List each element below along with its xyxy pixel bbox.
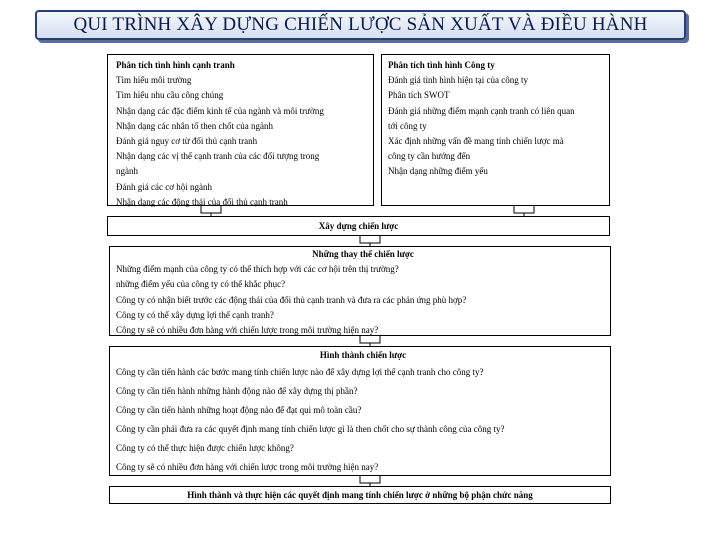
arrow-down-icon [199,206,223,216]
arrow-down-icon [358,236,382,246]
alternatives-line: những điểm yếu của công ty có thể khắc phục? [116,279,286,290]
industry-line: Tìm hiểu nhu cầu công chúng [116,90,224,101]
page-title: QUI TRÌNH XÂY DỰNG CHIẾN LƯỢC SẢN XUẤT VÀ ĐIỀU HÀNH [73,14,648,35]
industry-line: Nhận dạng các nhân tố then chốt của ngành [116,120,273,131]
company-analysis-heading: Phân tích tình hình Công ty [388,60,495,70]
industry-line: Nhận dạng các vị thế cạnh tranh của các đối tượng trong [116,151,320,162]
alternatives-line: Công ty có thể xây dựng lợi thế cạnh tranh? [116,309,274,320]
formation-heading: Hình thành chiến lược [319,350,407,360]
industry-analysis-heading: Phân tích tình hình cạnh tranh [116,60,235,70]
formation-line: Công ty có thể thực hiện được chiến lược không? [116,443,294,453]
industry-line: Đánh giá nguy cơ từ đối thủ cạnh tranh [116,136,258,147]
formation-line: Công ty cần tiến hành những hành động nào để xây dựng thị phần? [116,386,358,396]
arrow-down-icon [358,336,382,346]
strategy-formation-box [109,346,611,476]
company-line: Xác định những vấn đề mang tính chiến lược mà [388,136,564,147]
alternatives-line: Công ty có nhận biết trước các động thái của đối thủ cạnh tranh và đưa ra các phản ứng phù hợp? [116,294,467,305]
title-bar [35,10,686,40]
formation-line: Công ty cần tiến hành những hoạt động nào để đạt qui mô toàn cầu? [116,405,362,415]
arrow-down-icon [512,206,536,216]
industry-line: Nhận dạng các động thái của đối thủ cạnh tranh [116,196,288,207]
company-analysis-box [381,54,610,206]
company-line: Nhận dạng những điểm yếu [388,166,488,177]
industry-line: ngành [116,166,138,177]
company-line: Đánh giá tình hình hiện tại của công ty [388,75,528,86]
arrow-down-icon [358,476,382,486]
industry-analysis-box [107,54,374,206]
company-line: Phân tích SWOT [388,90,450,101]
formation-line: Công ty sẽ có nhiều đơn hàng với chiến lược trong môi trường hiện nay? [116,462,379,472]
build-strategy-label: Xây dựng chiến lược [318,221,399,231]
formation-line: Công ty cần phải đưa ra các quyết định mang tính chiến lược gì là then chốt cho sự thành công của công ty? [116,424,505,434]
alternatives-line: Công ty sẽ có nhiều đơn hàng với chiến lược trong môi trường hiện nay? [116,325,379,336]
strategic-alternatives-box [109,246,611,336]
company-line: Đánh giá những điểm mạnh cạnh tranh có liên quan [388,105,575,116]
industry-line: Nhận dạng các đặc điểm kinh tế của ngành và môi trường [116,105,324,116]
industry-line: Đánh giá các cơ hội ngành [116,181,212,192]
alternatives-line: Những điểm mạnh của công ty có thể thích hợp với các cơ hội trên thị trường? [116,264,399,275]
industry-line: Tìm hiểu môi trường [116,75,192,86]
implementation-box [109,486,611,504]
formation-line: Công ty cần tiến hành các bước mang tính chiến lược nào để xây dựng lợi thế cạnh tranh cho công ty? [116,367,484,377]
alternatives-heading: Những thay thế chiến lược [312,249,414,259]
build-strategy-box [107,216,610,236]
implementation-label: Hình thành và thực hiện các quyết định mang tính chiến lược ở những bộ phận chức năng [187,490,533,500]
company-line: công ty cần hướng đến [388,151,471,162]
company-line: tới công ty [388,120,427,131]
